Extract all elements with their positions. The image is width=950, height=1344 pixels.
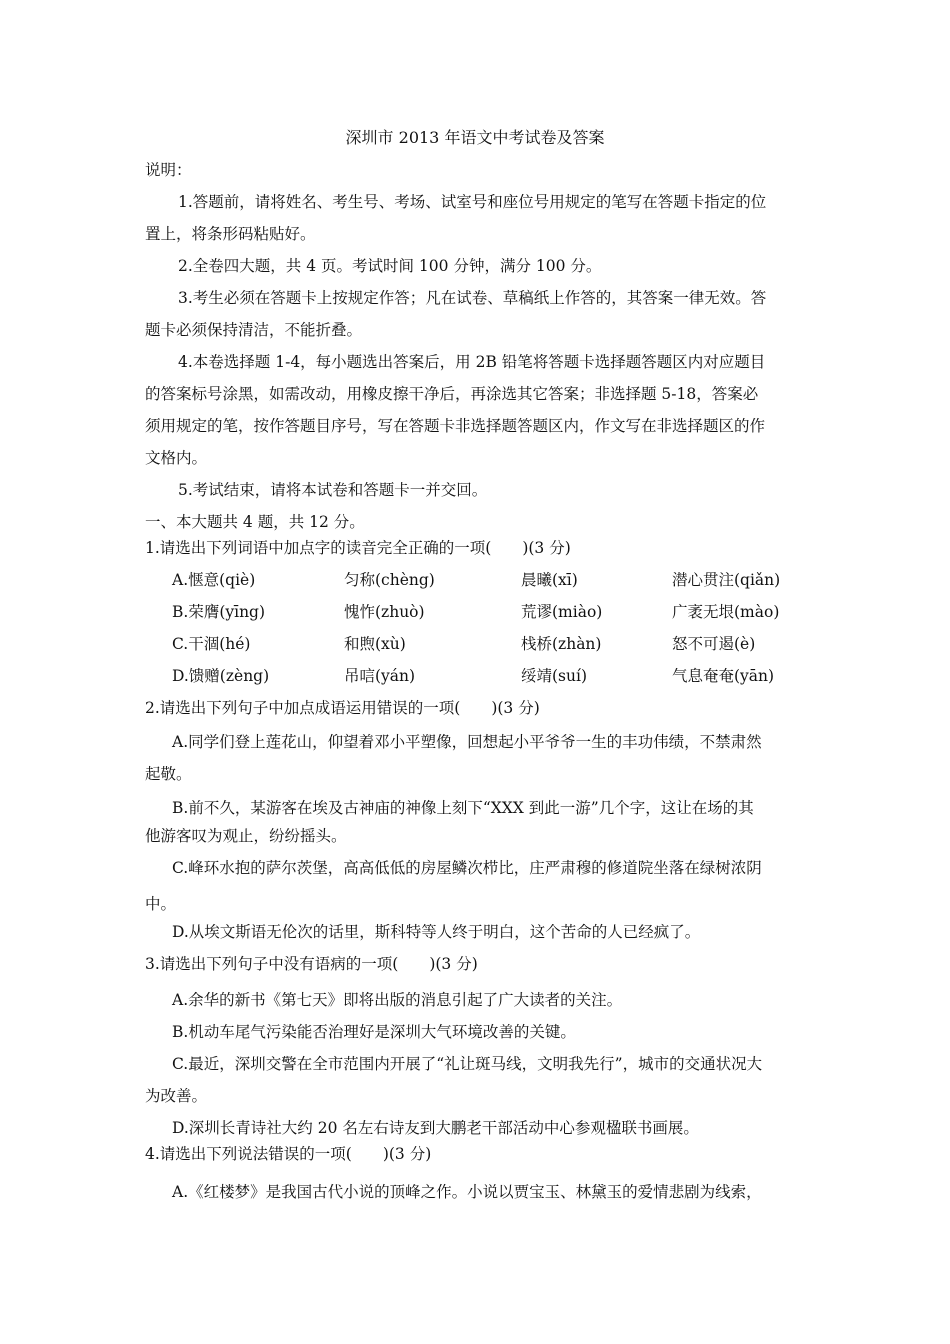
option-word: 广袤无垠(mào) (672, 603, 780, 621)
option-word: 潜心贯注(qiǎn) (672, 571, 781, 589)
instruction-line: 3.考生必须在答题卡上按规定作答；凡在试卷、草稿纸上作答的，其答案一律无效。答 (178, 289, 767, 307)
instruction-line: 4.本卷选择题 1-4，每小题选出答案后，用 2B 铅笔将答题卡选择题答题区内对应题目 (178, 353, 766, 371)
section-heading: 一、本大题共 4 题，共 12 分。 (145, 513, 365, 531)
question-2-option-c-cont: 中。 (145, 895, 177, 913)
instructions-heading: 说明： (145, 161, 192, 179)
question-1-stem: 1.请选出下列词语中加点字的读音完全正确的一项( )(3 分) (145, 539, 571, 557)
option-word: 愧怍(zhuò) (344, 603, 425, 621)
question-2-option-a-cont: 起敬。 (145, 765, 192, 783)
question-3-option-c: C.最近，深圳交警在全市范围内开展了“礼让斑马线，文明我先行”，城市的交通状况大 (172, 1055, 763, 1073)
instruction-line: 文格内。 (145, 449, 208, 467)
option-word: 匀称(chèng) (344, 571, 435, 589)
option-word: C.干涸(hé) (172, 635, 251, 653)
option-word: 和煦(xù) (344, 635, 406, 653)
question-2-option-c: C.峰环水抱的萨尔茨堡，高高低低的房屋鳞次栉比，庄严肃穆的修道院坐落在绿树浓阴 (172, 859, 762, 877)
instruction-line: 5.考试结束，请将本试卷和答题卡一并交回。 (178, 481, 488, 499)
question-3-option-b: B.机动车尾气污染能否治理好是深圳大气环境改善的关键。 (172, 1023, 576, 1041)
question-3-option-a: A.余华的新书《第七天》即将出版的消息引起了广大读者的关注。 (172, 991, 623, 1009)
question-3-option-c-cont: 为改善。 (145, 1087, 208, 1105)
option-word: 吊唁(yán) (344, 667, 416, 685)
question-3-stem: 3.请选出下列句子中没有语病的一项( )(3 分) (145, 955, 478, 973)
question-4-stem: 4.请选出下列说法错误的一项( )(3 分) (145, 1145, 432, 1163)
page-title: 深圳市 2013 年语文中考试卷及答案 (345, 128, 605, 147)
option-word: 气息奄奄(yān) (672, 667, 775, 685)
instruction-line: 须用规定的笔，按作答题目序号，写在答题卡非选择题答题区内，作文写在非选择题区的作 (145, 417, 766, 435)
question-2-option-b: B.前不久，某游客在埃及古神庙的神像上刻下“XXX 到此一游”几个字，这让在场的其 (172, 799, 754, 817)
instruction-line: 2.全卷四大题，共 4 页。考试时间 100 分钟，满分 100 分。 (178, 257, 602, 275)
option-word: 绥靖(suí) (521, 667, 587, 685)
option-word: A.惬意(qiè) (172, 571, 256, 589)
option-word: 晨曦(xī) (521, 571, 578, 589)
question-3-option-d: D.深圳长青诗社大约 20 名左右诗友到大鹏老干部活动中心参观楹联书画展。 (172, 1119, 699, 1137)
instruction-line: 的答案标号涂黑，如需改动，用橡皮擦干净后，再涂选其它答案；非选择题 5-18，答案必 (145, 385, 759, 403)
question-4-option-a: A.《红楼梦》是我国古代小说的顶峰之作。小说以贾宝玉、林黛玉的爱情悲剧为线索， (172, 1183, 762, 1201)
option-word: 荒谬(miào) (521, 603, 603, 621)
instruction-line: 置上，将条形码粘贴好。 (145, 225, 316, 243)
instruction-line: 1.答题前，请将姓名、考生号、考场、试室号和座位号用规定的笔写在答题卡指定的位 (178, 193, 767, 211)
option-word: 栈桥(zhàn) (521, 635, 602, 653)
option-word: D.馈赠(zèng) (172, 667, 270, 685)
option-word: B.荣膺(yīng) (172, 603, 266, 621)
question-2-option-a: A.同学们登上莲花山，仰望着邓小平塑像，回想起小平爷爷一生的丰功伟绩，不禁肃然 (172, 733, 762, 751)
instruction-line: 题卡必须保持清洁，不能折叠。 (145, 321, 363, 339)
question-2-stem: 2.请选出下列句子中加点成语运用错误的一项( )(3 分) (145, 699, 540, 717)
option-word: 怒不可遏(è) (672, 635, 756, 653)
question-2-option-b-cont: 他游客叹为观止，纷纷摇头。 (145, 827, 347, 845)
question-2-option-d: D.从埃文斯语无伦次的话里，斯科特等人终于明白，这个苦命的人已经疯了。 (172, 923, 701, 941)
